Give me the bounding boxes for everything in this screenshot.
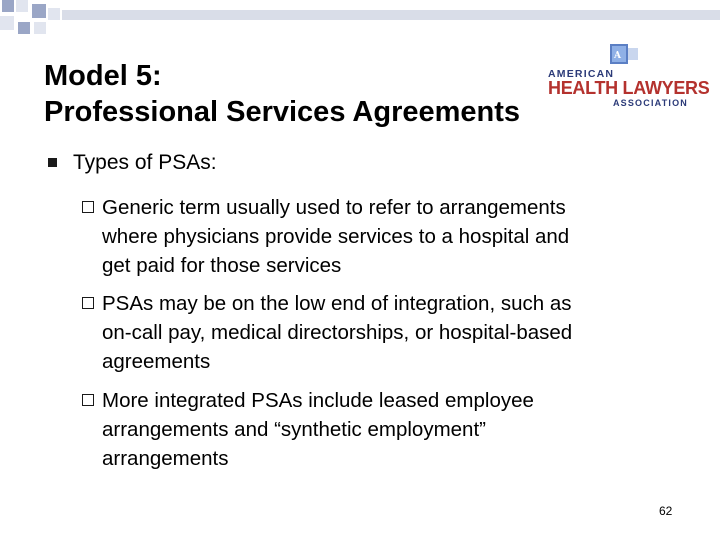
checkbox-bullet-icon [82,297,94,309]
checker-square [32,4,46,18]
slide-title-line2: Professional Services Agreements [44,96,521,128]
sub-bullet-line: agreements [102,350,211,373]
ahla-logo [548,42,710,108]
sub-bullet-line: get paid for those services [102,254,342,277]
checker-square [16,0,28,12]
checkbox-bullet-icon [82,394,94,406]
square-bullet-icon [48,158,57,167]
checker-square [2,0,14,12]
checkbox-bullet-icon [82,201,94,213]
sub-bullet-line: arrangements [102,447,229,470]
slide-title-line1: Model 5: [44,60,162,92]
header-stripe [62,10,720,20]
checker-square [34,22,46,34]
checker-square [18,22,30,34]
checker-square [48,8,60,20]
sub-bullet-line: on-call pay, medical directorships, or hospital-based [102,321,573,344]
main-bullet-text: Types of PSAs: [73,151,217,174]
sub-bullet-line: More integrated PSAs include leased employee [102,389,534,412]
page-number: 62 [659,504,673,518]
slide-title [44,58,520,130]
sub-bullet-line: where physicians provide services to a hospital and [102,225,570,248]
sub-bullet-line: Generic term usually used to refer to arrangements [102,196,566,219]
sub-bullet-line: arrangements and “synthetic employment” [102,418,486,441]
logo-line-association: ASSOCIATION [612,98,688,108]
sub-bullet-line: PSAs may be on the low end of integration, such as [102,292,572,315]
ahla-emblem-icon [610,42,638,66]
svg-text:A: A [614,51,621,61]
logo-line-american: AMERICAN [548,68,615,80]
checker-square [0,16,14,30]
logo-line-health-lawyers: HEALTH LAWYERS [548,78,710,98]
